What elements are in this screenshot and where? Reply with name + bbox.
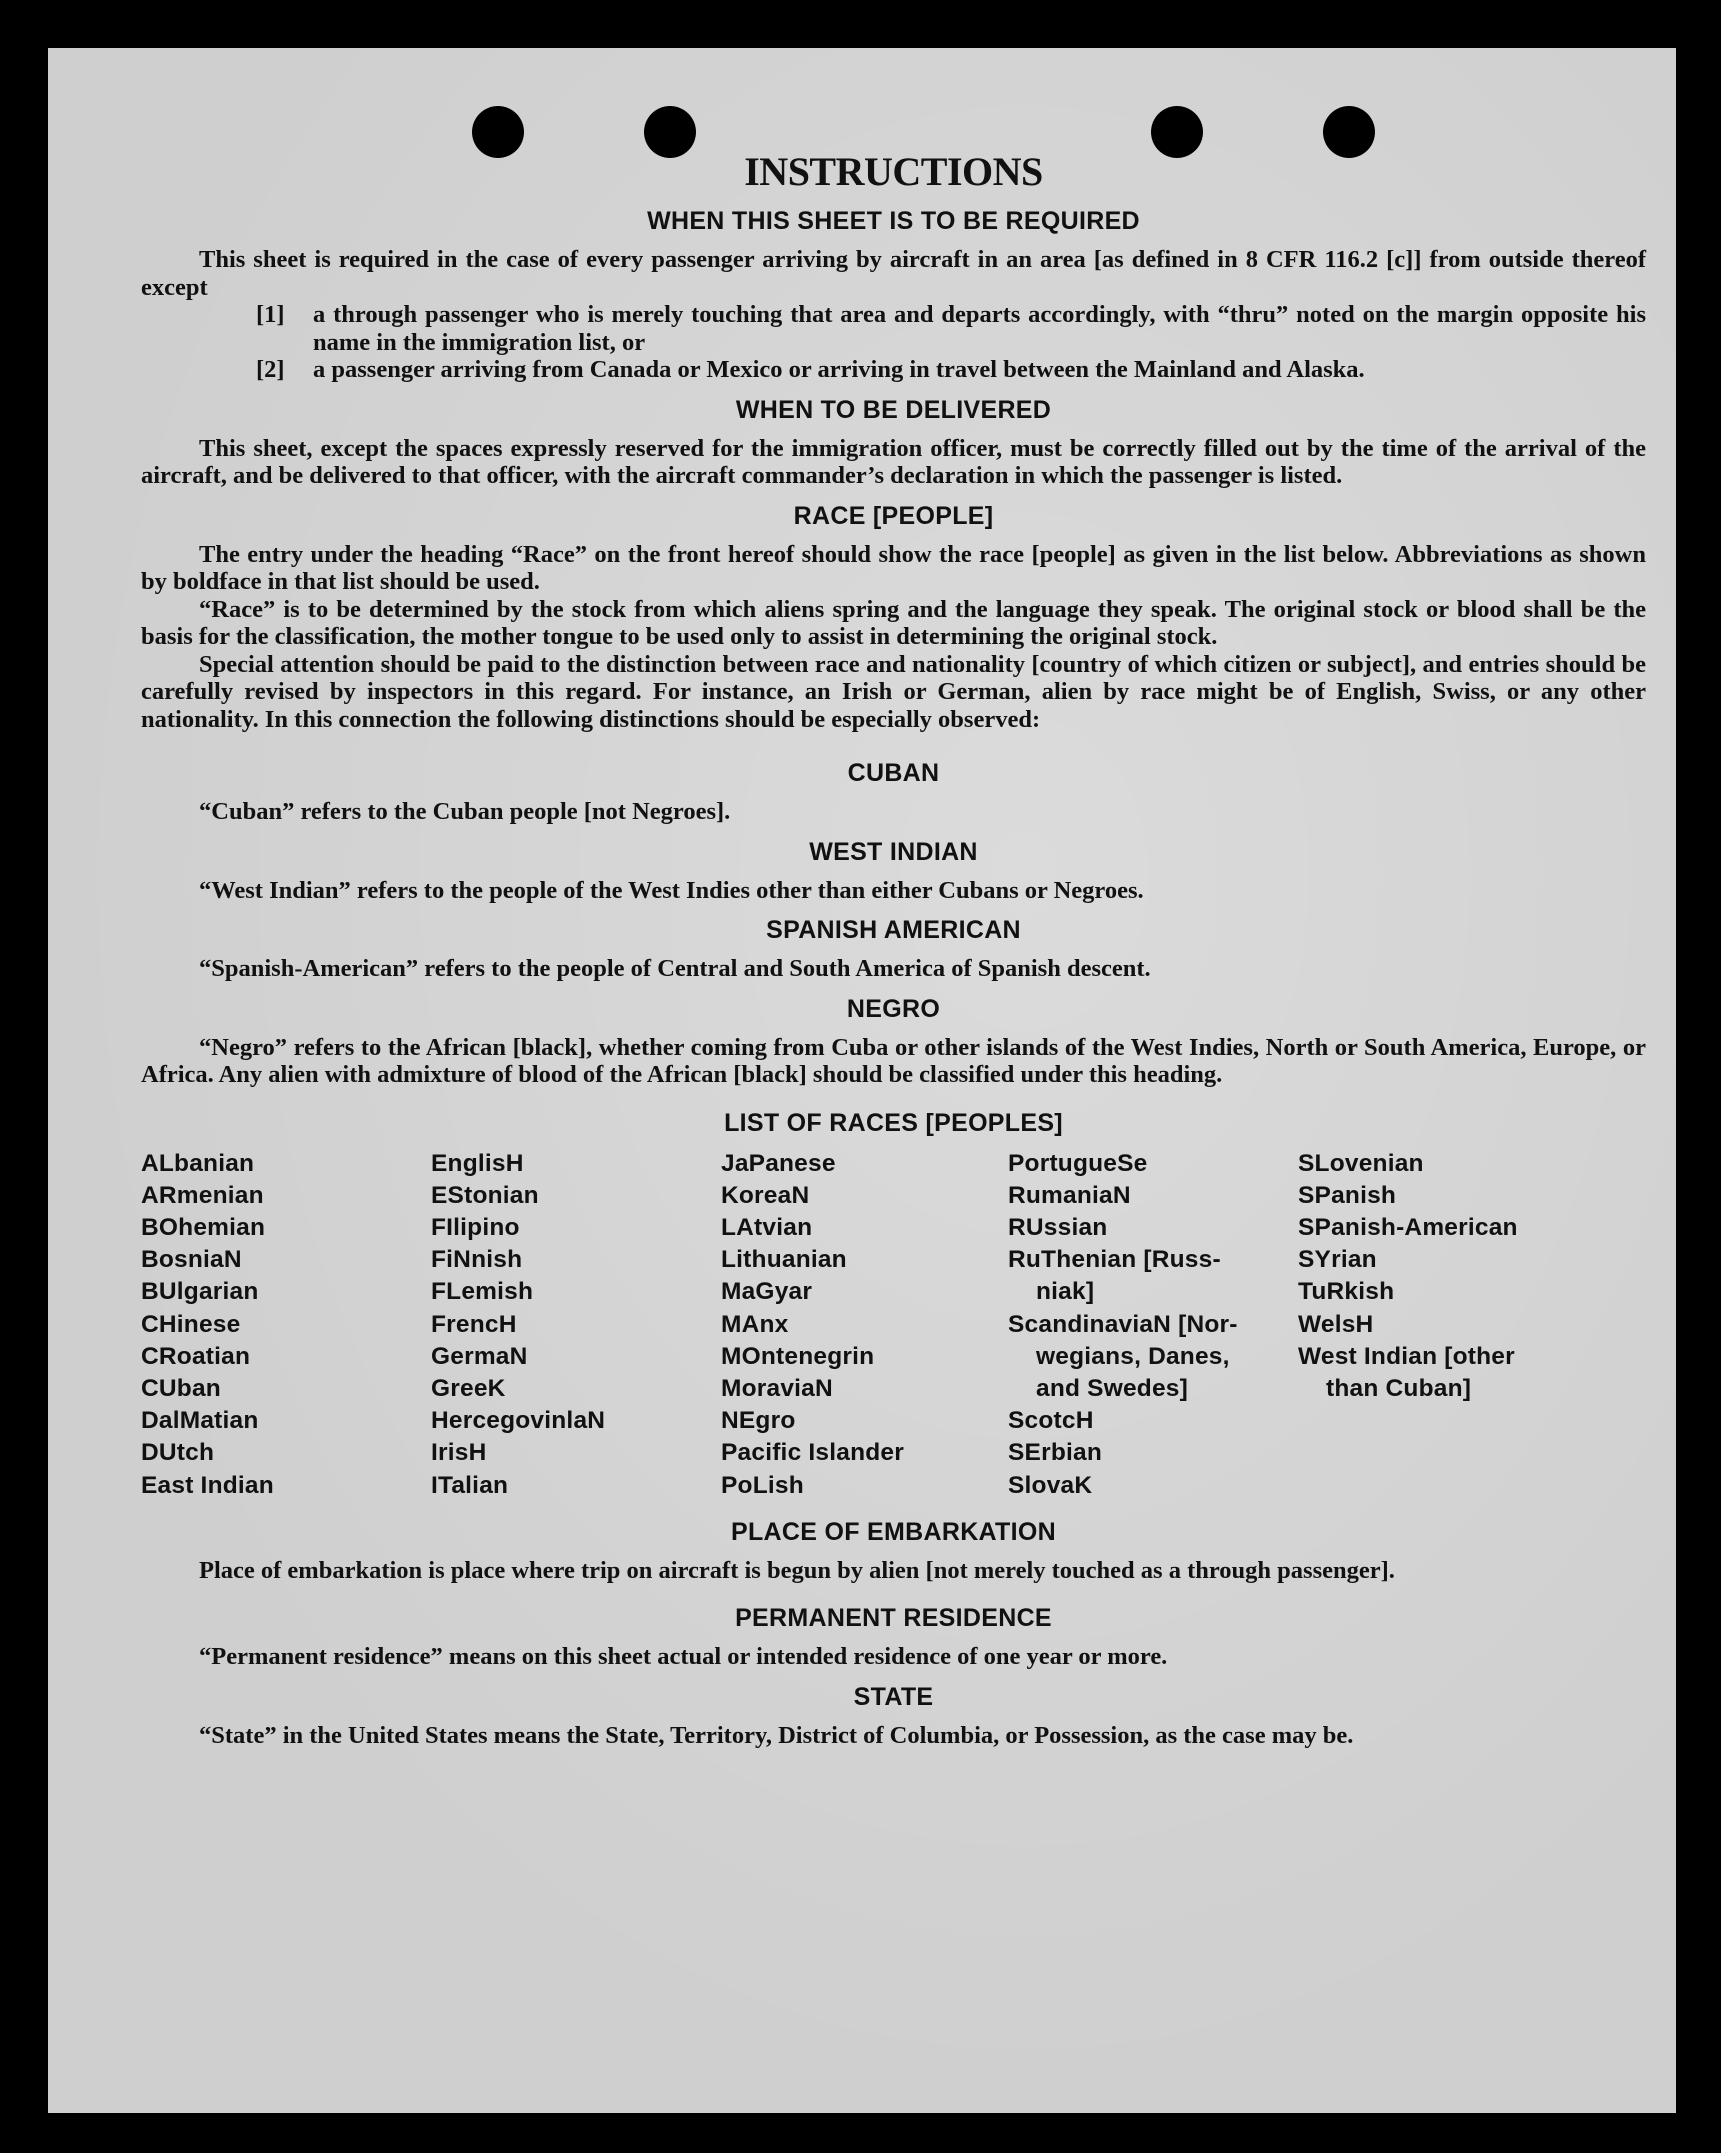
cuban-text: “Cuban” refers to the Cuban people [not Negroes]. (199, 798, 731, 825)
race-entry: EnglisH (431, 1149, 524, 1177)
race-entry: CHinese (141, 1310, 241, 1338)
race-entry: NEgro (721, 1407, 796, 1435)
heading-state: STATE (853, 1682, 934, 1711)
race-entry: CUban (141, 1374, 221, 1402)
races-column (1298, 1148, 1568, 1502)
race-entry: ScandinaviaN [Nor- (1008, 1310, 1238, 1338)
residence-text: “Permanent residence” means on this sheet actual or intended residence of one year or more. (199, 1643, 1168, 1671)
races-column (431, 1148, 721, 1502)
races-column (721, 1148, 1008, 1502)
race-entry: GreeK (431, 1374, 506, 1402)
exception-number: [1] (256, 301, 285, 328)
exception-item (256, 356, 1646, 384)
race-entry: FrencH (431, 1310, 517, 1338)
exception-number: [2] (256, 356, 285, 383)
race-entry-continuation: than Cuban] (1326, 1374, 1472, 1402)
when-delivered-text: This sheet, except the spaces expressly reserved for the immigration officer, must be correctly filled out by the time of the arrival of the aircraft, and be delivered to that officer, with the aircraft commander’s declaration in which the passenger is listed. (141, 434, 1646, 489)
race-entry: BosniaN (141, 1246, 242, 1274)
race-entry: ALbanian (141, 1149, 255, 1177)
document-sheet (48, 48, 1676, 2113)
race-entry: ARmenian (141, 1181, 264, 1209)
race-entry: Lithuanian (721, 1246, 847, 1274)
race-entry: IrisH (431, 1439, 487, 1467)
race-entry: ITalian (431, 1471, 509, 1499)
race-entry: PortugueSe (1008, 1149, 1148, 1177)
race-entry: SErbian (1008, 1439, 1102, 1467)
heading-when-required: WHEN THIS SHEET IS TO BE REQUIRED (647, 207, 1140, 235)
race-entry: JaPanese (721, 1149, 836, 1177)
race-entry: SYrian (1298, 1246, 1377, 1274)
race-entry: RuThenian [Russ- (1008, 1246, 1221, 1274)
page-title: INSTRUCTIONS (744, 149, 1043, 194)
race-entry: DUtch (141, 1439, 215, 1467)
race-entry: East Indian (141, 1471, 274, 1499)
race-entry: CRoatian (141, 1342, 251, 1370)
heading-west-indian: WEST INDIAN (809, 837, 978, 866)
exception-item (256, 301, 1646, 356)
race-entry: SPanish-American (1298, 1213, 1518, 1241)
heading-list-of-races: LIST OF RACES [PEOPLES] (724, 1108, 1063, 1137)
exception-text: a through passenger who is merely touching that area and departs accordingly, with “thru” noted on the margin opposite his name in the immigration list, or (313, 301, 1646, 356)
instructions-content (141, 148, 1646, 1749)
state-text: “State” in the United States means the State, Territory, District of Columbia, or Possession, as the case may be. (199, 1721, 1354, 1749)
race-entry: West Indian [other (1298, 1342, 1515, 1370)
heading-embarkation: PLACE OF EMBARKATION (731, 1517, 1056, 1546)
races-list (141, 1148, 1646, 1502)
race-entry: MAnx (721, 1310, 789, 1338)
race-entry: MOntenegrin (721, 1342, 875, 1370)
race-entry: RUssian (1008, 1213, 1108, 1241)
spanish-american-text: “Spanish-American” refers to the people of Central and South America of Spanish descent. (199, 955, 1151, 982)
race-entry: SPanish (1298, 1181, 1397, 1209)
race-entry: TuRkish (1298, 1278, 1395, 1306)
race-entry-continuation: niak] (1036, 1278, 1095, 1306)
race-entry: LAtvian (721, 1213, 813, 1241)
heading-negro: NEGRO (846, 994, 941, 1023)
race-entry: PoLish (721, 1471, 804, 1499)
race-entry: WelsH (1298, 1310, 1374, 1338)
race-paragraph: Special attention should be paid to the distinction between race and nationality [country of which citizen or subject], and entries should be carefully revised by inspectors in this regard. For instance, an Irish or German, alien by race might be of English, Swiss, or any other nationality. In this connection the following distinctions should be especially observed: (141, 650, 1646, 733)
race-entry: FLemish (431, 1278, 534, 1306)
race-entry: FiNnish (431, 1246, 523, 1274)
when-required-intro: This sheet is required in the case of every passenger arriving by aircraft in an area [as defined in 8 CFR 116.2 [c]] from outside thereof except (141, 246, 1646, 301)
races-column (141, 1148, 431, 1502)
race-entry: GermaN (431, 1342, 528, 1370)
race-entry: ScotcH (1008, 1407, 1094, 1435)
race-entry: SlovaK (1008, 1471, 1093, 1499)
exception-text: a passenger arriving from Canada or Mexico or arriving in travel between the Mainland and Alaska. (313, 356, 1365, 383)
heading-cuban: CUBAN (847, 759, 940, 787)
race-entry: SLovenian (1298, 1149, 1424, 1177)
race-entry: HercegovinlaN (431, 1407, 606, 1435)
heading-spanish-american: SPANISH AMERICAN (766, 916, 1021, 944)
race-entry: EStonian (431, 1181, 539, 1209)
embarkation-text: Place of embarkation is place where trip on aircraft is begun by alien [not merely touched as a through passenger]. (199, 1556, 1395, 1584)
race-entry: BOhemian (141, 1213, 266, 1241)
race-entry: RumaniaN (1008, 1181, 1131, 1209)
heading-permanent-residence: PERMANENT RESIDENCE (735, 1604, 1052, 1633)
west-indian-text: “West Indian” refers to the people of the West Indies other than either Cubans or Negroes. (199, 876, 1144, 904)
race-entry-continuation: and Swedes] (1036, 1374, 1188, 1402)
race-paragraph: The entry under the heading “Race” on the front hereof should show the race [people] as given in the list below. Abbreviations as shown by boldface in that list should be used. (141, 540, 1646, 595)
negro-text: “Negro” refers to the African [black], whether coming from Cuba or other islands of the West Indies, North or South America, Europe, or Africa. Any alien with admixture of blood of the African [black] should be classified under this heading. (141, 1033, 1646, 1088)
heading-when-delivered: WHEN TO BE DELIVERED (735, 395, 1052, 424)
race-entry: FIlipino (431, 1213, 520, 1241)
races-column (1008, 1148, 1298, 1502)
race-paragraph: “Race” is to be determined by the stock from which aliens spring and the language they speak. The original stock or blood shall be the basis for the classification, the mother tongue to be used only to assist in determining the original stock. (141, 595, 1646, 650)
race-entry: DalMatian (141, 1407, 259, 1435)
race-entry: Pacific Islander (721, 1439, 904, 1467)
race-entry: MoraviaN (721, 1374, 833, 1402)
race-entry: BUlgarian (141, 1278, 259, 1306)
race-entry: MaGyar (721, 1278, 813, 1306)
heading-race: RACE [PEOPLE] (793, 501, 994, 530)
race-entry-continuation: wegians, Danes, (1036, 1342, 1230, 1370)
race-entry: KoreaN (721, 1181, 810, 1209)
